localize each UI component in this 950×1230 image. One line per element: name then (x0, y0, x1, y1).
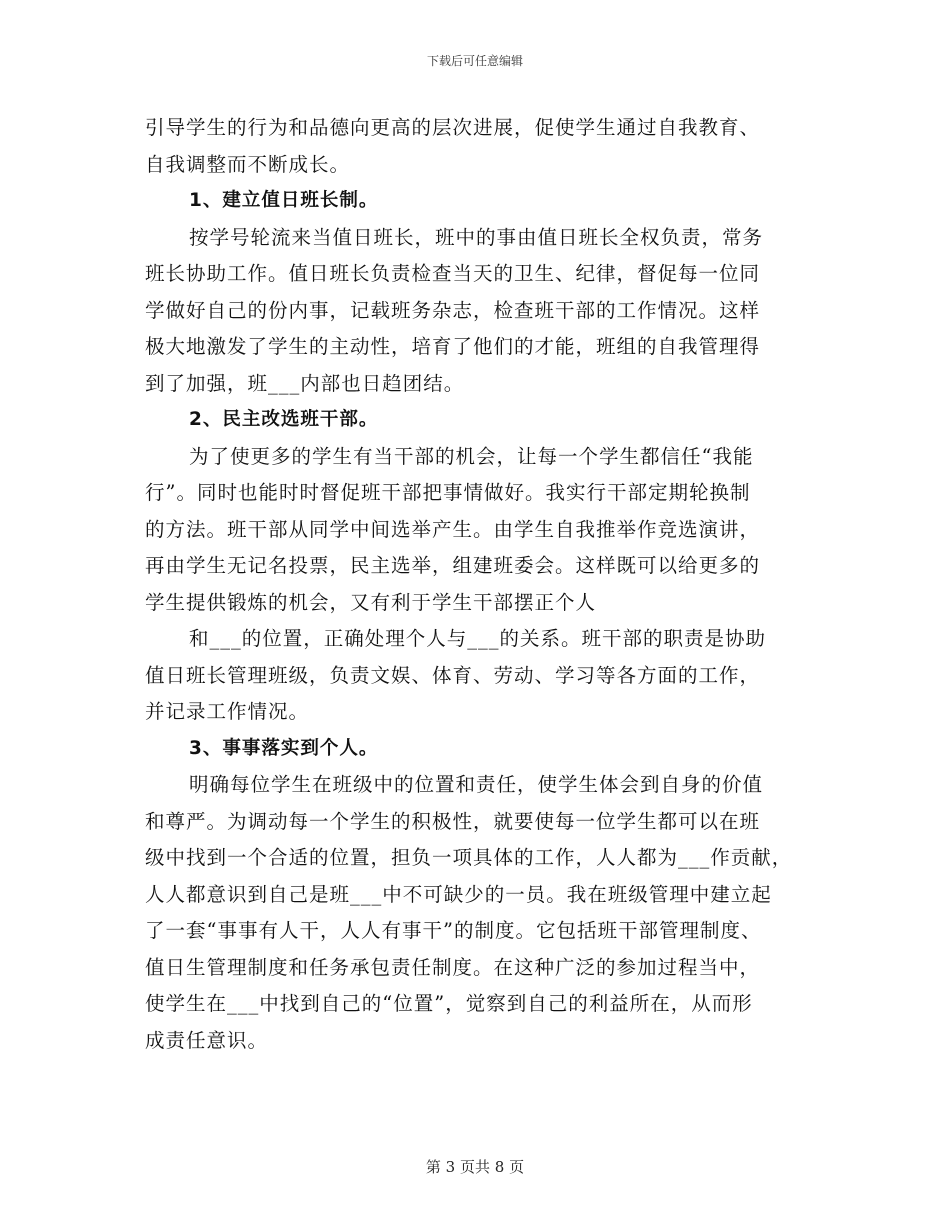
body-text-line: 自我调整而不断成长。 (145, 152, 351, 176)
body-text-line: 为了使更多的学生有当干部的机会，让每一个学生都信任“我能 (189, 444, 754, 468)
body-text-line: 再由学生无记名投票，民主选举，组建班委会。这样既可以给更多的 (145, 554, 761, 577)
body-text-line: 值日班长管理班级，负责文娱、体育、劳动、学习等各方面的工作， (145, 663, 761, 687)
document-body (145, 110, 815, 1059)
body-text-line: 学做好自己的份内事，记载班务杂志，检查班干部的工作情况。这样 (145, 298, 761, 322)
body-text-line: 学生提供锻炼的机会，又有利于学生干部摆正个人 (145, 590, 597, 614)
body-text-line: 成责任意识。 (145, 1028, 269, 1052)
body-text-line: 的方法。班干部从同学中间选举产生。由学生自我推举作竞选演讲， (145, 517, 761, 541)
page-header: 下载后可任意编辑 (426, 54, 523, 68)
section-heading: 3、事事落实到个人。 (189, 737, 379, 759)
body-text-line: 人人都意识到自己是班___中不可缺少的一员。我在班级管理中建立起 (145, 882, 772, 906)
body-text-line: 行”。同时也能时时督促班干部把事情做好。我实行干部定期轮换制 (145, 481, 751, 504)
body-text-line: 和___的位置，正确处理个人与___的关系。班干部的职责是协助 (189, 627, 767, 650)
body-text-line: 值日生管理制度和任务承包责任制度。在这种广泛的参加过程当中， (145, 955, 761, 979)
section-heading: 2、民主改选班干部。 (189, 409, 379, 430)
body-text-line: 引导学生的行为和品德向更高的层次进展，促使学生通过自我教育、 (145, 116, 761, 139)
body-text-line: 级中找到一个合适的位置，担负一项具体的工作，人人都为___作贡献， (145, 846, 793, 869)
body-text-line: 和尊严。为调动每一个学生的积极性，就要使每一位学生都可以在班 (145, 809, 761, 833)
body-text-line: 到了加强，班___内部也日趋团结。 (145, 371, 465, 395)
body-text-line: 极大地激发了学生的主动性，培育了他们的才能，班组的自我管理得 (145, 335, 761, 358)
body-text-line: 班长协助工作。值日班长负责检查当天的卫生、纪律，督促每一位同 (145, 262, 761, 285)
body-text-line: 按学号轮流来当值日班长，班中的事由值日班长全权负责，常务 (189, 225, 764, 249)
body-text-line: 了一套“事事有人干，人人有事干”的制度。它包括班干部管理制度、 (145, 919, 762, 942)
page-number: 第 3 页共 8 页 (425, 1158, 525, 1176)
section-heading: 1、建立值日班长制。 (189, 190, 379, 211)
body-text-line: 并记录工作情况。 (145, 700, 310, 723)
body-text-line: 使学生在___中找到自己的“位置”，觉察到自己的利益所在，从而形 (145, 992, 753, 1015)
body-text-line: 明确每位学生在班级中的位置和责任，使学生体会到自身的价值 (189, 773, 764, 796)
